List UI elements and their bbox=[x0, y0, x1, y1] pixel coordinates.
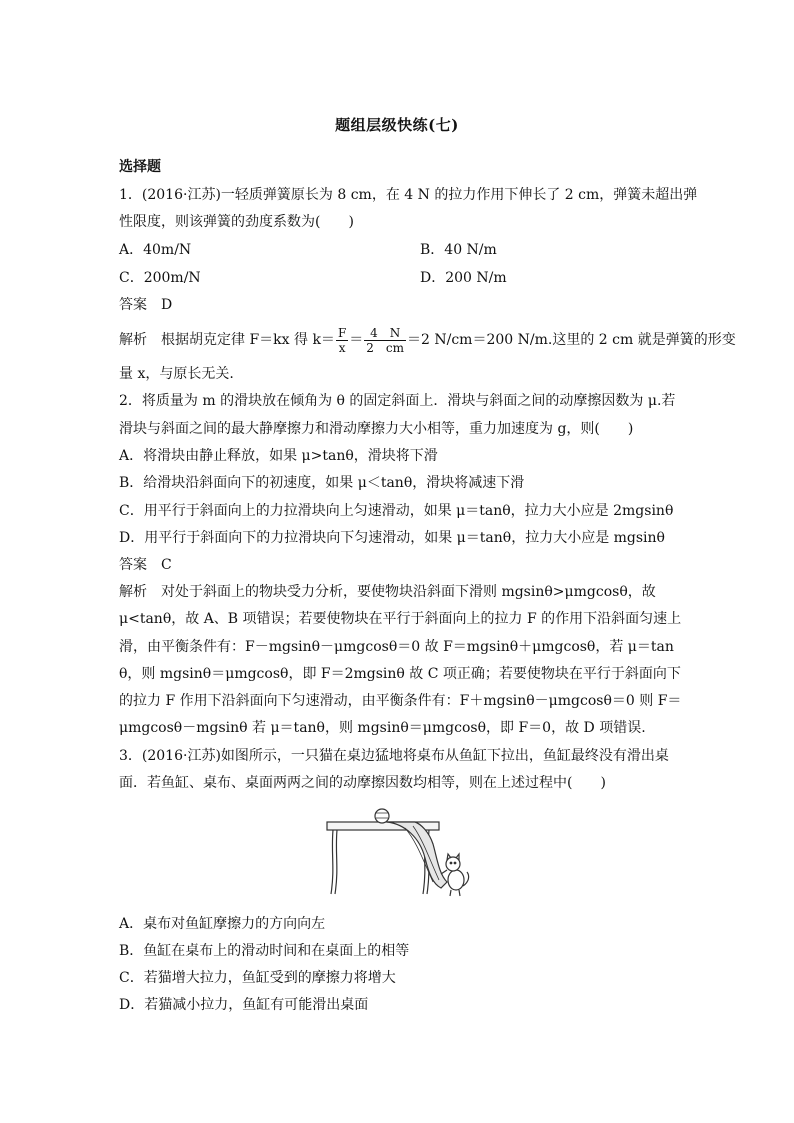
q3-stem-line1: 3．(2016·江苏)如图所示，一只猫在桌边猛地将桌布从鱼缸下拉出，鱼缸最终没有滑出桌 bbox=[119, 748, 669, 764]
page-title: 题组层级快练(七) bbox=[335, 116, 459, 134]
q3-stem-line2: 面．若鱼缸、桌布、桌面两两之间的动摩擦因数均相等，则在上述过程中( ) bbox=[119, 775, 606, 791]
q2-stem-line2: 滑块与斜面之间的最大静摩擦力和滑动摩擦力大小相等，重力加速度为 g，则( ) bbox=[119, 421, 634, 437]
q1-option-d: D．200 N/m bbox=[420, 270, 507, 286]
q1-answer: 答案 D bbox=[119, 297, 173, 313]
q2-answer: 答案 C bbox=[119, 557, 172, 573]
q3-option-b: B．鱼缸在桌布上的滑动时间和在桌面上的相等 bbox=[119, 943, 410, 959]
q1-analysis-prefix: 解析 根据胡克定律 F＝kx 得 k＝ bbox=[119, 332, 335, 348]
q2-analysis-line2: μ<tanθ，故 A、B 项错误；若要使物块在平行于斜面向上的拉力 F 的作用下沿斜面匀速上 bbox=[119, 611, 682, 627]
cat bbox=[448, 870, 464, 890]
fish-bowl bbox=[375, 809, 389, 823]
q1-analysis-line2: 量 x，与原长无关. bbox=[119, 366, 234, 382]
q1-option-b: B．40 N/m bbox=[420, 242, 497, 258]
fraction-numerator: 4 N bbox=[364, 326, 406, 341]
q2-option-b: B．给滑块沿斜面向下的初速度，如果 μ＜tanθ，滑块将减速下滑 bbox=[119, 475, 525, 491]
q2-option-d: D．用平行于斜面向下的力拉滑块向下匀速滑动，如果 μ＝tanθ，拉力大小应是 mgsinθ bbox=[119, 530, 665, 546]
q1-option-a: A．40m/N bbox=[119, 242, 192, 258]
q2-option-a: A．将滑块由静止释放，如果 μ>tanθ，滑块将下滑 bbox=[119, 448, 438, 464]
fraction-denominator: x bbox=[338, 340, 346, 355]
q1-stem-line1: 1．(2016·江苏)一轻质弹簧原长为 8 cm，在 4 N 的拉力作用下伸长了 2 cm，弹簧未超出弹 bbox=[119, 187, 698, 203]
fraction-denominator: 2 cm bbox=[366, 340, 405, 355]
section-heading: 选择题 bbox=[119, 159, 161, 175]
q3-option-c: C．若猫增大拉力，鱼缸受到的摩擦力将增大 bbox=[119, 970, 396, 986]
q2-analysis-line1: 解析 对处于斜面上的物块受力分析，要使物块沿斜面下滑则 mgsinθ>μmgcosθ，故 bbox=[119, 584, 656, 600]
cat-tablecloth-figure bbox=[325, 808, 471, 898]
q2-analysis-line3: 滑，由平衡条件有：F－mgsinθ－μmgcosθ＝0 故 F＝mgsinθ＋μmgcosθ，若 μ＝tan bbox=[119, 639, 674, 655]
equals-sign: ＝ bbox=[349, 332, 364, 348]
q2-analysis-line6: μmgcosθ－mgsinθ 若 μ＝tanθ，则 mgsinθ＝μmgcosθ，即 F＝0，故 D 项错误. bbox=[119, 720, 646, 736]
q2-option-c: C．用平行于斜面向上的力拉滑块向上匀速滑动，如果 μ＝tanθ，拉力大小应是 2mgsinθ bbox=[119, 503, 674, 519]
q2-analysis-line5: 的拉力 F 作用下沿斜面向下匀速滑动，由平衡条件有：F＋mgsinθ－μmgcosθ＝0 则 F＝ bbox=[119, 693, 682, 709]
q2-analysis-line4: θ，则 mgsinθ＝μmgcosθ，即 F＝2mgsinθ 故 C 项正确；若要使物块在平行于斜面向下 bbox=[119, 666, 681, 682]
fraction-4n-over-2cm bbox=[364, 326, 406, 355]
fraction-numerator: F bbox=[337, 325, 347, 340]
q1-stem-line2: 性限度，则该弹簧的劲度系数为( ) bbox=[119, 214, 354, 230]
q3-option-d: D．若猫减小拉力，鱼缸有可能滑出桌面 bbox=[119, 997, 369, 1013]
fraction-f-over-x bbox=[336, 326, 348, 355]
q3-option-a: A．桌布对鱼缸摩擦力的方向向左 bbox=[119, 916, 326, 932]
q1-option-c: C．200m/N bbox=[119, 270, 201, 286]
table-leg-left bbox=[331, 830, 333, 894]
q1-analysis-line1 bbox=[119, 324, 736, 356]
q2-stem-line1: 2．将质量为 m 的滑块放在倾角为 θ 的固定斜面上．滑块与斜面之间的动摩擦因数为 μ.若 bbox=[119, 393, 676, 409]
q1-analysis-suffix: ＝2 N/cm＝200 N/m.这里的 2 cm 就是弹簧的形变 bbox=[407, 332, 736, 348]
